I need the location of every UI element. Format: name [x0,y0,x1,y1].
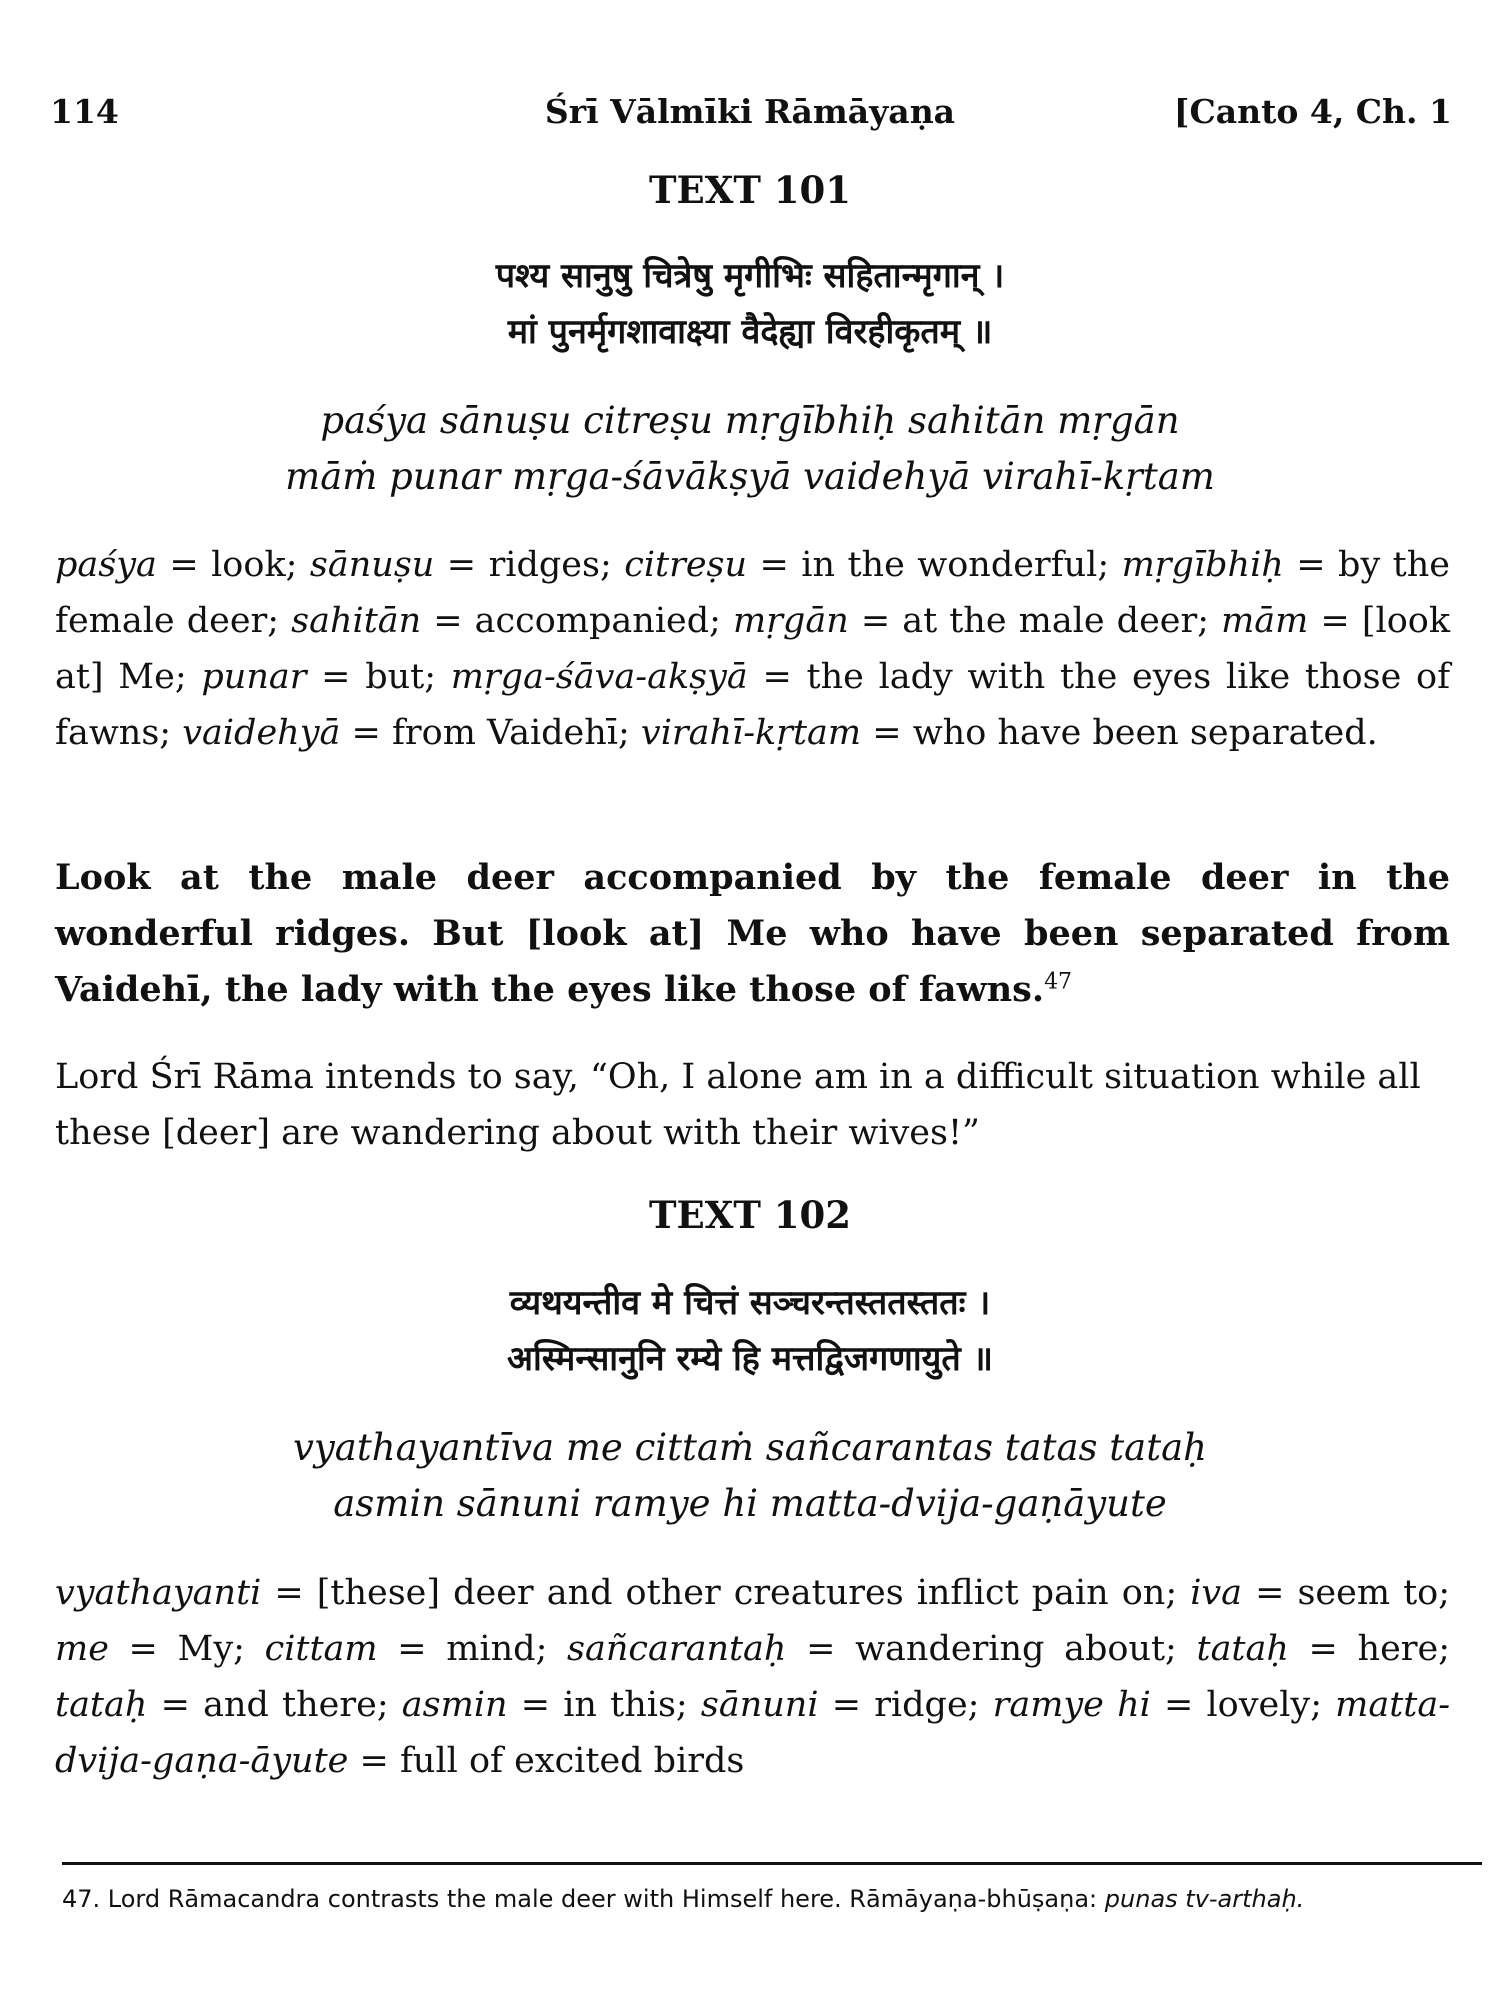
synonym-meaning: here [1357,1629,1439,1669]
synonym-meaning: full of excited birds [399,1741,745,1781]
text-102-synonyms: vyathayanti = [these] deer and other creatures inflict pain on; iva = seem to; me = My; cittam = mind; sañcarantaḥ = wandering about; tataḥ = here; tataḥ = and there; asmin = in this; sānuni = ridge; ramye hi = lovely; matta-dvija-gaṇa-āyute = full of excited birds [55,1573,1451,1781]
text-101-synonyms: paśya = look; sānuṣu = ridges; citreṣu = in the wonderful; mṛgībhiḥ = by the female deer; sahitān = accompanied; mṛgān = at the male deer; mām = [look at] Me; punar = but; mṛga-śāva-akṣyā = the lady with the eyes like those of fawns; vaidehyā = from Vaidehī; virahī-kṛtam = who have been separated. [55,545,1451,753]
transliteration-line: māṁ punar mṛga-śāvākṣyā vaidehyā virahī-kṛtam [285,455,1215,498]
text-101-devanagari-verse [0,248,1500,360]
text-102-devanagari-verse [0,1275,1500,1387]
synonym-word: citreṣu [624,545,748,585]
synonym-word: cittam [264,1629,378,1669]
synonym-word: sañcarantaḥ [567,1629,787,1669]
synonym-meaning: ridge [874,1685,968,1725]
footnote-divider [62,1862,1482,1865]
synonym-word: virahī-kṛtam [640,713,862,753]
synonym-meaning: wandering about [855,1629,1166,1669]
synonym-word: me [55,1629,109,1669]
synonym-meaning: and there [203,1685,377,1725]
footnote-italic-text: punas tv-arthaḥ. [1104,1885,1305,1913]
synonym-meaning: at the male deer [902,601,1198,641]
synonym-meaning: the lady with the eyes like those of fawns [55,657,1451,753]
synonym-word: sānuṣu [309,545,435,585]
synonym-word: mṛgān [733,601,849,641]
synonym-meaning: ridges [488,545,600,585]
synonym-word: tataḥ [55,1685,148,1725]
text-101-purport: Lord Śrī Rāma intends to say, “Oh, I alone am in a difficult situation while all these [deer] are wandering about with their wives!” [55,1057,1421,1153]
transliteration-line: asmin sānuni ramye hi matta-dvija-gaṇāyute [333,1482,1167,1525]
synonym-meaning: mind [446,1629,536,1669]
synonym-word: asmin [401,1685,508,1725]
synonym-meaning: by the female deer [55,545,1450,641]
verse-line: व्यथयन्तीव मे चित्तं सञ्चरन्तस्ततस्ततः । [509,1283,991,1323]
verse-line: अस्मिन्सानुनि रम्ये हि मत्तद्विजगणायुते ॥ [507,1339,993,1379]
synonym-meaning: look [211,545,286,585]
text-101-translation [55,850,1450,1018]
synonym-word: sahitān [291,601,422,641]
footnote-text: 47. Lord Rāmacandra contrasts the male deer with Himself here. Rāmāyaṇa-bhūṣaṇa: [62,1885,1098,1913]
synonym-word: mṛgībhiḥ [1121,545,1284,585]
synonym-word: tataḥ [1196,1629,1289,1669]
text-101-transliteration [0,393,1500,505]
synonym-meaning: but [365,657,425,697]
synonym-word: mām [1221,601,1309,641]
transliteration-line: vyathayantīva me cittaṁ sañcarantas tatas tataḥ [293,1426,1207,1469]
synonym-word: matta-dvija-gaṇa-āyute [55,1685,1451,1781]
page-number: 114 [50,92,119,131]
synonym-word: iva [1190,1573,1243,1613]
synonym-meaning: from Vaidehī [391,713,618,753]
synonym-meaning: [look at] Me [55,601,1451,697]
synonym-meaning: accompanied [474,601,710,641]
verse-line: मां पुनर्मृगशावाक्ष्या वैदेह्या विरहीकृतम् ॥ [507,312,993,352]
text-101-title: TEXT 101 [648,168,852,212]
synonym-word: vyathayanti [55,1573,262,1613]
synonym-meaning: lovely [1206,1685,1311,1725]
synonym-word: paśya [55,545,157,585]
translation-text: Look at the male deer accompanied by the female deer in the wonderful ridges. But [look at] Me who have been separated from Vaidehī, the lady with the eyes like those of fawns. [55,857,1450,1010]
verse-line: पश्य सानुषु चित्रेषु मृगीभिः सहितान्मृगान् । [495,256,1005,296]
synonym-word: mṛga-śāva-akṣyā [450,657,748,697]
synonym-meaning: [these] deer and other creatures inflict pain on [316,1573,1166,1613]
synonym-meaning: in this [563,1685,676,1725]
synonym-meaning: My [177,1629,234,1669]
transliteration-line: paśya sānuṣu citreṣu mṛgībhiḥ sahitān mṛgān [320,399,1180,442]
footnote-47 [62,1876,1482,1922]
synonym-meaning: seem to [1297,1573,1439,1613]
running-title: Śrī Vālmīki Rāmāyaṇa [544,92,956,131]
synonym-word: ramye hi [992,1685,1151,1725]
canto-chapter-label: [Canto 4, Ch. 1 [1173,92,1452,131]
synonym-meaning: in the wonderful [801,545,1098,585]
synonym-word: punar [201,657,307,697]
synonym-word: sānuni [700,1685,819,1725]
synonym-word: vaidehyā [182,713,341,753]
footnote-reference: 47 [1044,969,1073,995]
text-102-title: TEXT 102 [648,1193,852,1237]
text-102-transliteration [0,1420,1500,1532]
synonym-meaning: who have been separated. [912,713,1378,753]
